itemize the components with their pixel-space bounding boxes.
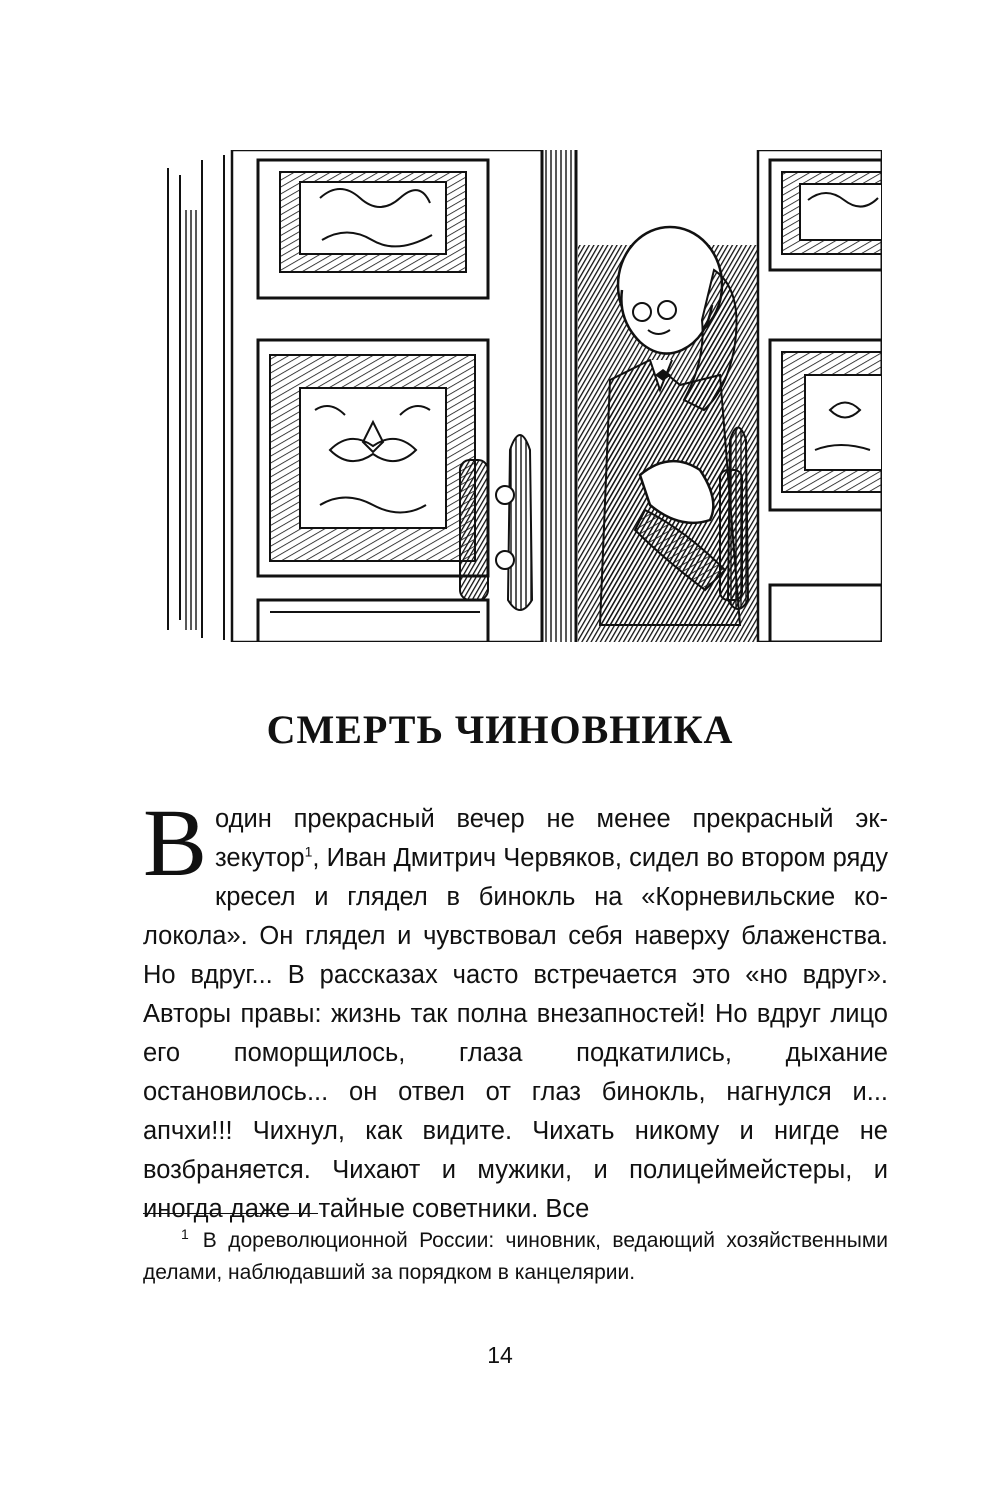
footnote [143, 1225, 888, 1289]
body-text-part-2: , Иван Дмитрич Червяков, сидел во втором ряду кресел и глядел в бинокль на «Корневильские колокола». Он глядел и чувствовал себя наверху блаженства. Но вдруг... В рассказах часто встречается это «но вдруг». Авторы правы: жизнь так полна внезапностей! Но вдруг лицо его поморщилось, глаза подкатились, дыхание остановилось... он отвел от глаз бинокль, нагнулся и... апчхи!!! Чихнул, как видите. Чихать никому и нигде не возбраняется. Чихают и мужики, и полицеймейстеры, и иногда даже и тайные советники. Все [143, 844, 888, 1223]
footnote-number: 1 [181, 1226, 189, 1242]
chapter-title: СМЕРТЬ ЧИНОВНИКА [266, 707, 734, 752]
door-illustration-drawing [140, 150, 882, 642]
page-number: 14 [487, 1342, 513, 1368]
footnote-reference: 1 [304, 843, 313, 860]
door-illustration [140, 150, 882, 642]
footnote-divider [143, 1213, 318, 1214]
drop-cap: В [143, 789, 208, 896]
body-text-part-1: один прекрасный вечер не менее прекрасный экзекутор [215, 805, 888, 872]
body-paragraph [143, 789, 888, 1229]
footnote-text: В дореволюционной России: чиновник, ведающий хозяйственными делами, наблюдавший за порядком в канцелярии. [143, 1229, 888, 1284]
